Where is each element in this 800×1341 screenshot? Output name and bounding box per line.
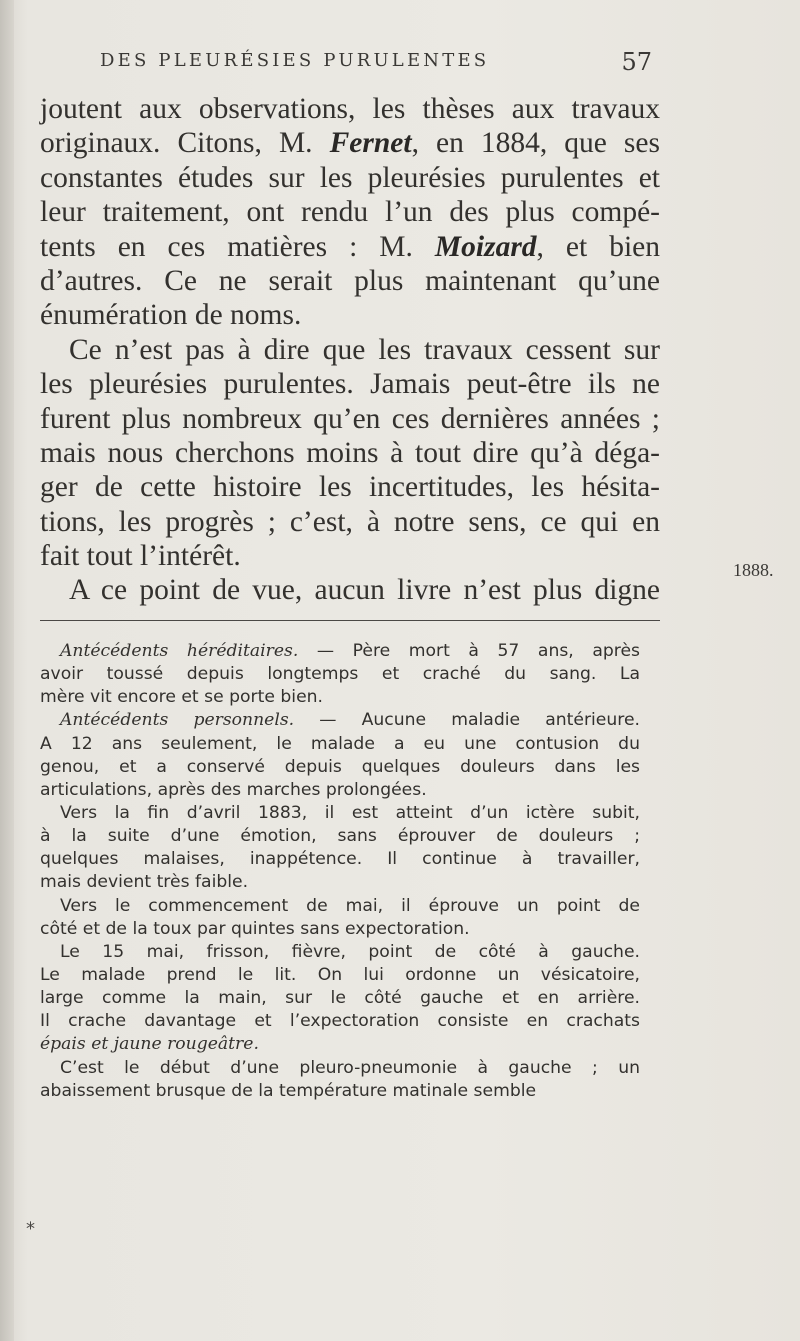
text-line: fait tout l’intérêt. [40, 540, 241, 573]
note-line: abaissement brusque de la température matinale semble [40, 1080, 537, 1101]
case-notes-block [40, 640, 640, 1103]
text-line: tents en ces matières : M. Moizard, et bien [40, 230, 660, 263]
text-line: originaux. Citons, M. Fernet, en 1884, que ses [40, 127, 660, 160]
note-line [40, 1033, 640, 1056]
text-line: A ce point de vue, aucun livre n’est plus digne [69, 574, 660, 607]
note-line: genou, et a conservé depuis quelques douleurs dans les [40, 756, 640, 777]
sputum-description: épais et jaune rougeâtre. [40, 1034, 259, 1055]
text-line: leur traitement, ont rendu l’un des plus compé- [40, 196, 660, 229]
text-line: d’autres. Ce ne serait plus maintenant qu’une [40, 264, 660, 297]
note-line: Antécédents personnels. — Aucune maladie antérieure. [60, 710, 640, 731]
note-line: A 12 ans seulement, le malade a eu une contusion du [40, 733, 640, 754]
note-heading-personal: Antécédents personnels. [60, 710, 295, 731]
text-line: joutent aux observations, les thèses aux travaux [40, 93, 660, 125]
note-line: Vers la fin d’avril 1883, il est atteint d’un ictère subit, [60, 802, 640, 823]
page-binding-edge [0, 0, 14, 1341]
footnote-separator [40, 620, 660, 621]
note-line: quelques malaises, inappétence. Il continue à travailler, [40, 849, 640, 870]
text-line: Ce n’est pas à dire que les travaux cessent sur [69, 333, 660, 366]
text-line: tions, les progrès ; c’est, à notre sens, ce qui en [40, 505, 660, 538]
note-line: large comme la main, sur le côté gauche et en arrière. [40, 988, 640, 1009]
text-line: constantes études sur les pleurésies purulentes et [40, 161, 660, 194]
note-heading-hereditary: Antécédents héréditaires. [60, 641, 299, 661]
text-line: énumération de noms. [40, 299, 302, 332]
page-header [100, 48, 652, 82]
note-line: articulations, après des marches prolongées. [40, 779, 427, 800]
note-line: Le malade prend le lit. On lui ordonne un vésicatoire, [40, 964, 640, 985]
page-number: 57 [621, 48, 652, 76]
text-line: mais nous cherchons moins à tout dire qu’à déga- [40, 436, 660, 469]
note-line: mère vit encore et se porte bien. [40, 687, 324, 708]
note-line: avoir toussé depuis longtemps et craché du sang. La [40, 664, 640, 685]
note-line: Le 15 mai, frisson, fièvre, point de côté à gauche. [60, 941, 640, 962]
running-title: DES PLEURÉSIES PURULENTES [100, 50, 490, 71]
note-line: C’est le début d’une pleuro-pneumonie à gauche ; un [60, 1057, 640, 1078]
author-name-moizard: Moizard [434, 230, 537, 263]
handwritten-mark-icon: ⁎ [26, 1213, 35, 1234]
note-line: côté et de la toux par quintes sans expectoration. [40, 918, 470, 939]
author-name-fernet: Fernet [329, 127, 412, 160]
note-line: Il crache davantage et l’expectoration consiste en crachats [40, 1011, 640, 1032]
note-line: Antécédents héréditaires. — Père mort à 57 ans, après [60, 641, 640, 661]
text-line: ger de cette histoire les incertitudes, les hésita- [40, 471, 660, 504]
note-line: à la suite d’une émotion, sans éprouver de douleurs ; [40, 826, 640, 847]
note-line: Vers le commencement de mai, il éprouve un point de [60, 895, 640, 916]
note-line: mais devient très faible. [40, 872, 249, 893]
main-text-block [40, 92, 660, 608]
text-line: les pleurésies purulentes. Jamais peut-être ils ne [40, 368, 660, 401]
margin-year-note: 1888. [733, 560, 774, 580]
text-line: furent plus nombreux qu’en ces dernières années ; [40, 402, 660, 435]
